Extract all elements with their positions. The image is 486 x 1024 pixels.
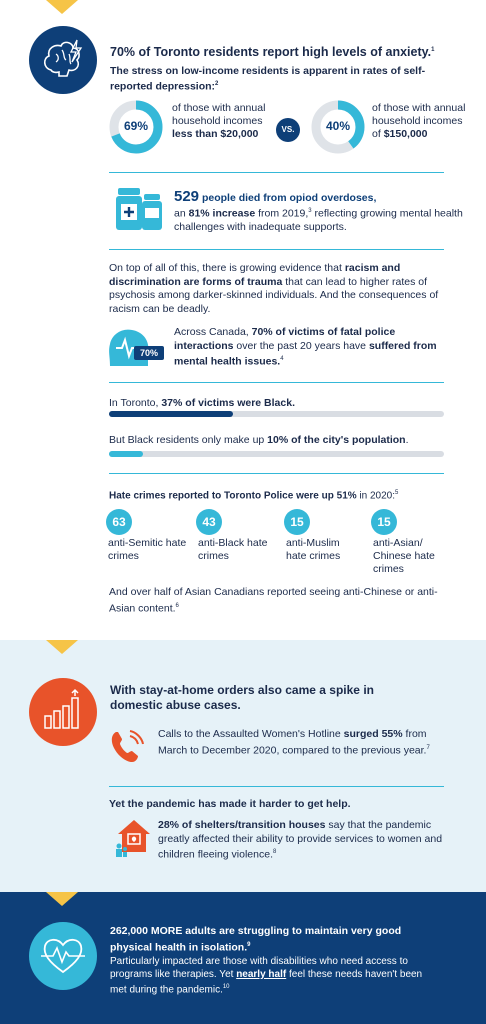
asian-content-text: And over half of Asian Canadians reported seeing anti-Chinese or anti-Asian content.$^6$ [109,586,438,614]
health-headline: 262,000 MORE adults are struggling to maintain very good physical health in isolation.$^9$ [110,925,402,953]
donut-high-value: 40% [325,119,351,133]
hotline-text: Calls to the Assaulted Women's Hotline surged 55% from March to December 2020, compared to the previous year.$^7$ [158,728,430,756]
section-chevron [46,892,78,906]
domestic-abuse-section [0,640,486,892]
phone-icon [108,726,148,766]
low-income-text: of those with annual household incomes less than $20,000 [172,102,266,140]
hate-label-3: anti-Asian/ Chinese hate crimes [373,537,435,575]
opioid-text: 529 people died from opiod overdoses, an 81% increase from 2019,$^3$ reflecting growing mental health challenges with inadequate supports. [174,188,463,233]
police-text: Across Canada, 70% of victims of fatal police interactions over the past 20 years have suffered from mental health issues.$^4$ [174,326,437,368]
hate-crimes-title: Hate crimes reported to Toronto Police were up 51% in 2020:$^5$ [109,490,399,502]
high-income-text: of those with annual household incomes of $150,000 [372,102,466,140]
hate-label-1: anti-Black hate crimes [198,537,268,562]
vs-badge: VS. [276,118,300,142]
rising-chart-icon [29,678,97,746]
victims-bar [109,411,444,417]
population-bar [109,451,444,457]
donut-low-income [108,99,164,155]
pill-bottles-icon [114,186,164,232]
abuse-headline: With stay-at-home orders also came a spike in domestic abuse cases. [110,683,374,712]
heart-heartbeat-icon [29,922,97,990]
population-bar-fill [109,451,143,457]
shelter-house-icon [112,816,154,858]
donut-high-income [310,99,366,155]
section-chevron [46,0,78,14]
toronto-victims-text: In Toronto, 37% of victims were Black. [109,397,295,409]
divider [109,249,444,250]
racism-paragraph: On top of all of this, there is growing evidence that racism and discrimination are forms of trauma that can lead to higher rates of psychosis among darker-skinned individuals. And the consequences of racism can be deadly. [109,262,439,315]
population-text: But Black residents only make up 10% of the city's population. [109,434,409,446]
divider [109,172,444,173]
physical-health-section [0,892,486,1024]
hate-count-2: 15 [284,509,310,535]
victims-bar-fill [109,411,233,417]
head-heartbeat-icon [106,326,166,370]
divider [109,786,444,787]
police-badge: 70% [134,346,164,360]
shelter-text: 28% of shelters/transition houses say that the pandemic greatly affected their ability to provide services to women and children fleeing violence.$^8$ [158,819,443,861]
section-chevron [46,640,78,654]
anxiety-headline: 70% of Toronto residents report high levels of anxiety.$^1$ [110,45,435,60]
hate-label-2: anti-Muslim hate crimes [286,537,341,562]
help-heading: Yet the pandemic has made it harder to get help. [109,798,351,810]
hate-count-1: 43 [196,509,222,535]
depression-subhead: The stress on low-income residents is apparent in rates of self-reported depression:$^2$ [110,65,426,93]
hate-label-0: anti-Semitic hate crimes [108,537,187,562]
divider [109,382,444,383]
divider [109,473,444,474]
disabilities-text: Particularly impacted are those with disabilities who need access to programs like therapies. Yet nearly half feel these needs haven't been met during the pandemic.$^{10}$ [110,956,423,996]
hate-count-0: 63 [106,509,132,535]
hate-count-3: 15 [371,509,397,535]
donut-low-value: 69% [123,119,149,133]
brain-lightning-icon [29,26,97,94]
